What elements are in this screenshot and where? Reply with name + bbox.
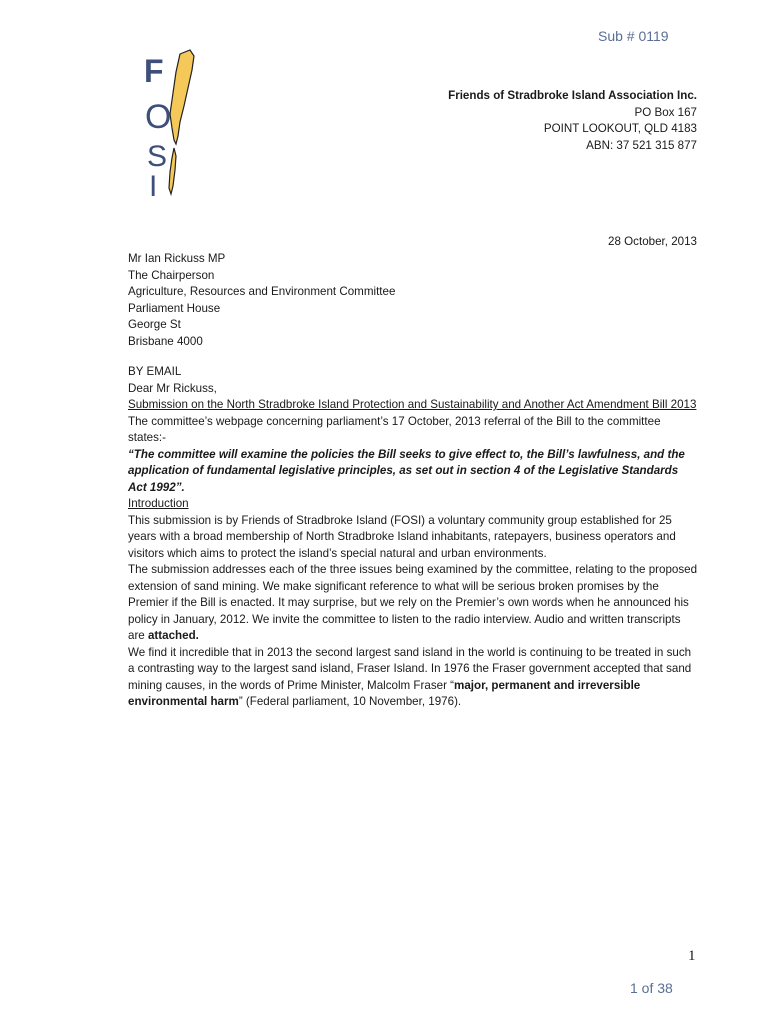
recipient-line: Brisbane 4000: [128, 334, 203, 348]
recipient-address: [128, 251, 698, 350]
sender-locality: POINT LOOKOUT, QLD 4183: [543, 122, 697, 135]
recipient-line: Parliament House: [128, 301, 221, 315]
paragraph-introduction: This submission is by Friends of Stradbroke Island (FOSI) a voluntary community group established for 25 years with a broad membership of North Stradbroke Island inhabitants, ratepayers, business operators and visitors which aims to protect the island’s special natural and urban environments.: [128, 513, 676, 560]
sender-po-box: PO Box 167: [634, 105, 697, 119]
page-number: 1: [688, 948, 696, 964]
paragraph-referral: The committee’s webpage concerning parliament’s 17 October, 2013 referral of the Bill to the committee states:-: [128, 414, 661, 444]
paragraph-issues: [128, 562, 698, 645]
issues-text: The submission addresses each of the three issues being examined by the committee, relating to the proposed extension of sand mining. We make significant reference to what will be serious broken promises by the Premier if the Bill is enacted. It may surprise, but we rely on the Premier’s own words when he announced his policy in January, 2012. We invite the committee to listen to the radio interview. Audio and written transcripts are: [128, 563, 698, 642]
recipient-line: Mr Ian Rickuss MP: [128, 252, 226, 265]
svg-text:I: I: [149, 170, 158, 198]
letter-date: 28 October, 2013: [608, 235, 697, 248]
sender-org: Friends of Stradbroke Island Association Inc.: [448, 89, 697, 102]
letter-body: [128, 251, 698, 711]
fraser-text-after: ” (Federal parliament, 10 November, 1976).: [238, 695, 462, 708]
submission-number: Sub # 0119: [598, 28, 669, 44]
paragraph-fraser: [128, 645, 698, 711]
heading-introduction: Introduction: [128, 497, 189, 510]
recipient-line: Agriculture, Resources and Environment Committee: [128, 285, 396, 298]
committee-quote: “The committee will examine the policies the Bill seeks to give effect to, the Bill’s lawfulness, and the application of fundamental legislative principles, as set out in section 4 of the Legislative Standards Act 1992”.: [128, 447, 685, 494]
subject-line: Submission on the North Stradbroke Island Protection and Sustainability and Another Act Amendment Bill 2013: [128, 398, 697, 411]
salutation: Dear Mr Rickuss,: [128, 381, 217, 395]
sender-abn: ABN: 37 521 315 877: [586, 138, 697, 152]
attached-bold: attached.: [147, 629, 199, 642]
svg-text:F: F: [144, 53, 164, 89]
fraser-quote-bold: major, permanent and irreversible environmental harm: [128, 678, 641, 708]
recipient-line: George St: [128, 318, 181, 331]
page-count: 1 of 38: [630, 980, 673, 996]
fosi-logo: [138, 48, 208, 198]
recipient-line: The Chairperson: [128, 268, 215, 282]
by-email: BY EMAIL: [128, 365, 182, 378]
sender-address: [448, 88, 697, 154]
svg-text:O: O: [145, 98, 172, 136]
fosi-logo-graphic: [138, 48, 208, 198]
fraser-text-before: We find it incredible that in 2013 the second largest sand island in the world is continuing to be treated in such a contrasting way to the largest sand island, Fraser Island. In 1976 the Fraser government accepted that sand mining causes, in the words of Prime Minister, Malcolm Fraser “: [128, 645, 692, 692]
svg-text:S: S: [147, 140, 168, 173]
